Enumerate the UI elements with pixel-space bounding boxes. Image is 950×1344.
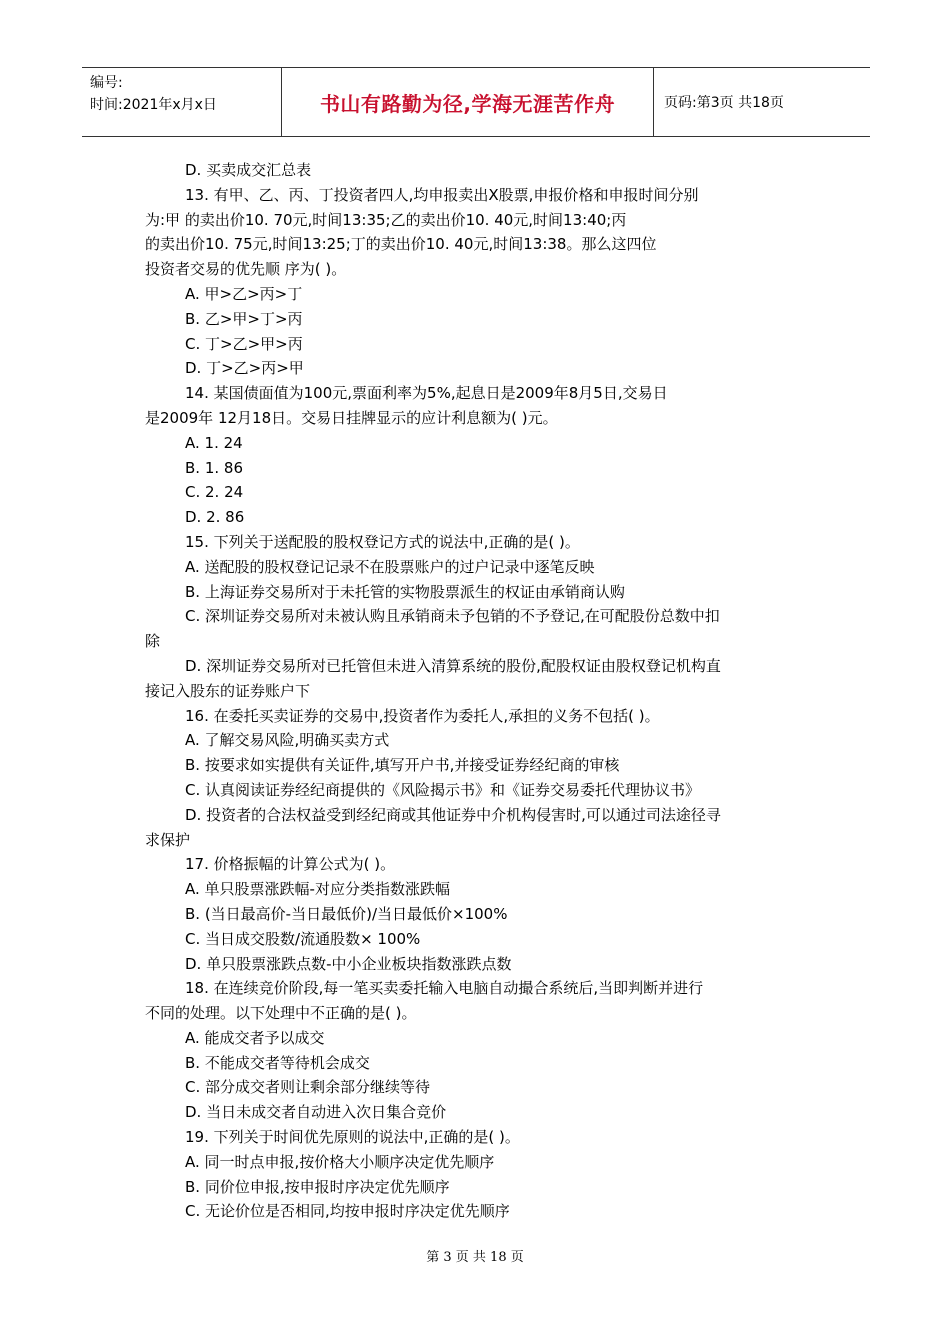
page-header [82,67,870,137]
time-label: 时间:2021年x月x日 [90,97,217,113]
text-line: D. 单只股票涨跌点数-中小企业板块指数涨跌点数 [185,954,512,973]
text-line: 不同的处理。以下处理中不正确的是( )。 [145,1004,417,1023]
text-line: D. 丁>乙>丙>甲 [185,359,304,378]
page-footer [0,1246,950,1265]
text-line: D. 当日未成交者自动进入次日集合竞价 [185,1103,447,1122]
text-line: A. 同一时点申报,按价格大小顺序决定优先顺序 [185,1152,495,1171]
text-line: 18. 在连续竞价阶段,每一笔买卖委托输入电脑自动撮合系统后,当即判断并进行 [185,979,704,998]
text-line: B. 上海证券交易所对于未托管的实物股票派生的权证由承销商认购 [185,582,625,601]
page-info-text: 页码:第3页 共18页 [664,95,784,111]
text-line: 为:甲 的卖出价10. 70元,时间13:35;乙的卖出价10. 40元,时间13:40;丙 [145,210,627,229]
motto-text: 书山有路勤为径,学海无涯苦作舟 [319,91,616,116]
text-line: D. 2. 86 [185,508,245,527]
text-line: 13. 有甲、乙、丙、丁投资者四人,均申报卖出X股票,申报价格和申报时间分别 [185,185,699,204]
footer-page-number: 第 3 页 共 18 页 [426,1250,524,1265]
text-line: B. 同价位申报,按申报时序决定优先顺序 [185,1177,450,1196]
text-line: 求保护 [145,830,191,849]
text-line: 19. 下列关于时间优先原则的说法中,正确的是( )。 [185,1128,520,1147]
text-line: 16. 在委托买卖证券的交易中,投资者作为委托人,承担的义务不包括( )。 [185,706,660,725]
text-line: 的卖出价10. 75元,时间13:25;丁的卖出价10. 40元,时间13:38。那么这四位 [145,235,657,254]
text-line: C. 2. 24 [185,483,244,502]
text-line: B. 1. 86 [185,458,243,477]
text-line: C. 深圳证券交易所对未被认购且承销商未予包销的不予登记,在可配股份总数中扣 [185,607,720,626]
text-line: A. 了解交易风险,明确买卖方式 [185,731,390,750]
text-line: A. 单只股票涨跌幅-对应分类指数涨跌幅 [185,880,450,899]
text-line: D. 深圳证券交易所对已托管但未进入清算系统的股份,配股权证由股权登记机构直 [185,656,721,675]
text-line: B. (当日最高价-当日最低价)/当日最低价×100% [185,904,508,923]
text-line: C. 部分成交者则让剩余部分继续等待 [185,1078,431,1097]
text-line: B. 不能成交者等待机会成交 [185,1053,370,1072]
text-line: 是2009年 12月18日。交易日挂牌显示的应计利息额为( )元。 [145,408,558,427]
text-line: D. 买卖成交汇总表 [185,161,312,179]
text-line: D. 投资者的合法权益受到经纪商或其他证券中介机构侵害时,可以通过司法途径寻 [185,805,721,824]
text-line: 14. 某国债面值为100元,票面利率为5%,起息日是2009年8月5日,交易日 [185,384,668,403]
text-line: C. 当日成交股数/流通股数× 100% [185,929,421,948]
header-motto-cell [282,68,654,136]
text-line: C. 无论价位是否相同,均按申报时序决定优先顺序 [185,1202,510,1221]
text-line: 17. 价格振幅的计算公式为( )。 [185,855,396,874]
text-line: C. 丁>乙>甲>丙 [185,334,303,353]
text-line: A. 能成交者予以成交 [185,1028,325,1047]
text-line: B. 乙>甲>丁>丙 [185,309,303,328]
header-page-info [654,68,870,136]
text-line: 15. 下列关于送配股的股权登记方式的说法中,正确的是( )。 [185,532,580,551]
text-line: A. 甲>乙>丙>丁 [185,284,303,303]
document-body [145,158,807,1224]
text-line: B. 按要求如实提供有关证件,填写开户书,并接受证券经纪商的审核 [185,756,620,775]
text-line: 除 [145,632,161,651]
text-line: A. 1. 24 [185,433,243,452]
text-line: 投资者交易的优先顺 序为( )。 [145,260,347,279]
text-line: A. 送配股的股权登记记录不在股票账户的过户记录中逐笔反映 [185,557,595,576]
text-line: C. 认真阅读证券经纪商提供的《风险揭示书》和《证券交易委托代理协议书》 [185,780,701,799]
header-meta [82,68,282,136]
text-line: 接记入股东的证券账户下 [145,681,311,700]
number-label: 编号: [90,75,123,91]
